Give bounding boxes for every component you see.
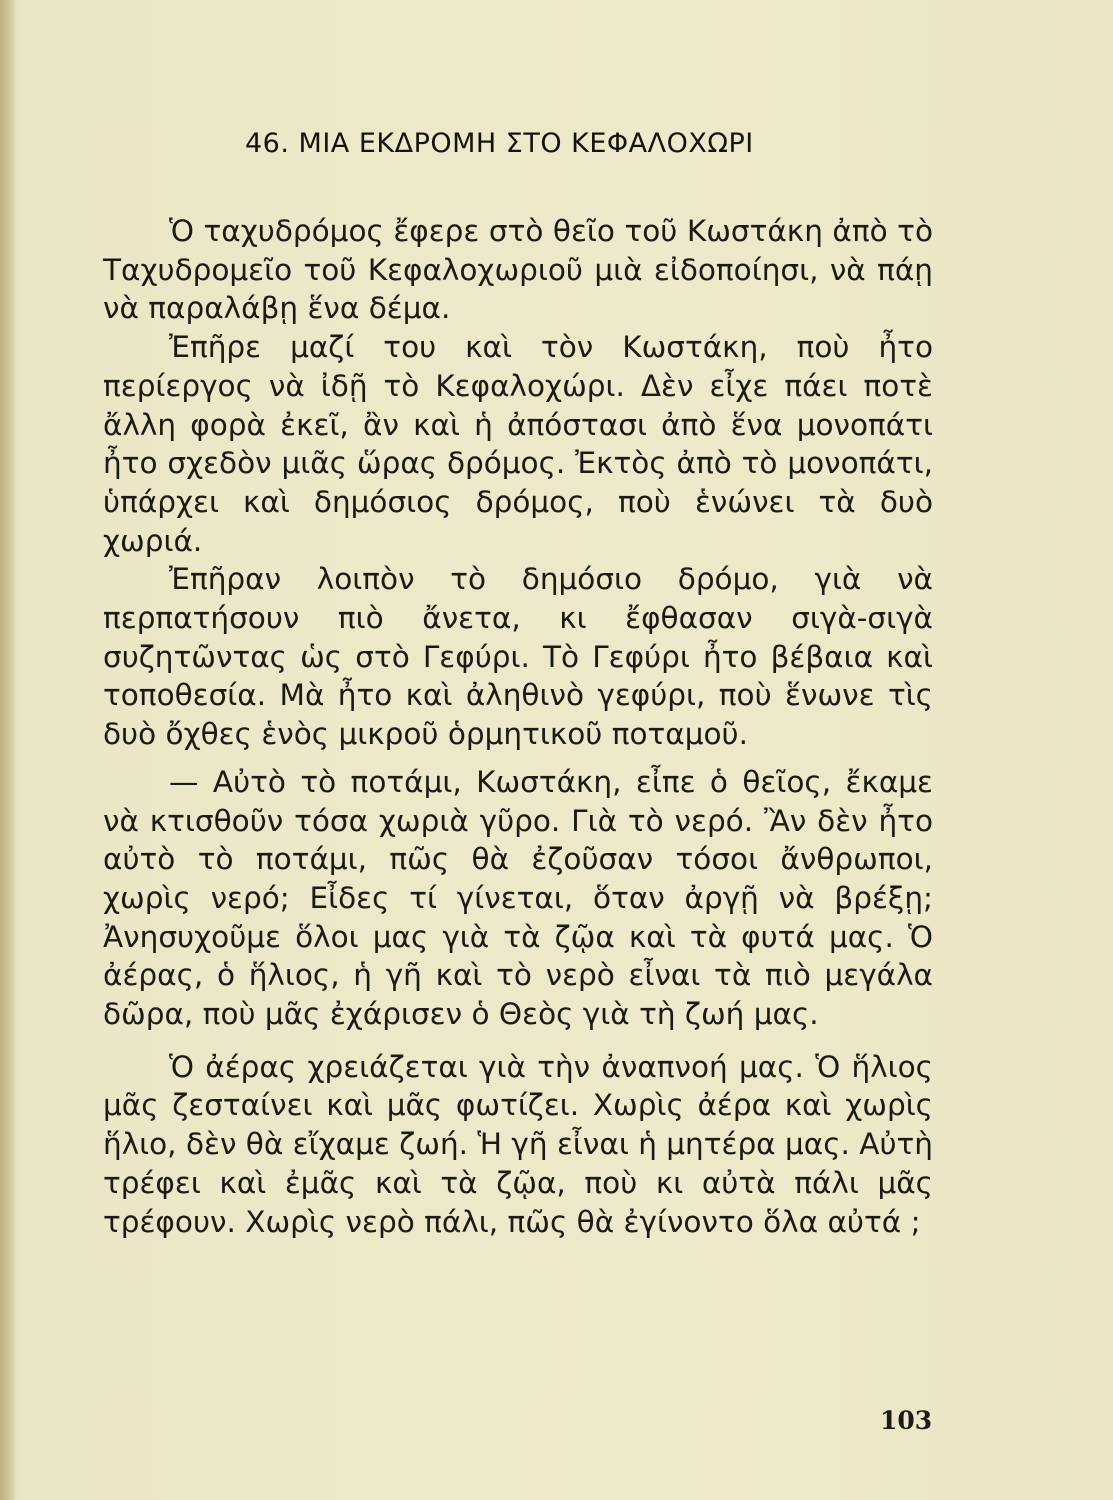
paragraph-3: Ἐπῆραν λοιπὸν τὸ δημόσιο δρόμο, γιὰ νὰ περπατήσουν πιὸ ἄνετα, κι ἔφθασαν σιγὰ-σιγὰ συζητῶντας ὡς στὸ Γεφύρι. Τὸ Γεφύρι ἦτο βέβαια καὶ τοποθεσία. Μὰ ἦτο καὶ ἀληθινὸ γεφύρι, ποὺ ἕνωνε τὶς δυὸ ὄχθες ἑνὸς μικροῦ ὁρμητικοῦ ποταμοῦ.	[103, 562, 933, 752]
paragraph-5: Ὁ ἀέρας χρειάζεται γιὰ τὴν ἀναπνοή μας. Ὁ ἥλιος μᾶς ζεσταίνει καὶ μᾶς φωτίζει. Χωρὶς ἀέρα καὶ χωρὶς ἥλιο, δὲν θὰ εἴχαμε ζωή. Ἡ γῆ εἶναι ἡ μητέρα μας. Αὐτὴ τρέφει καὶ ἐμᾶς καὶ τὰ ζῷα, ποὺ κι αὐτὰ πάλι μᾶς τρέφουν. Χωρὶς νερὸ πάλι, πῶς θὰ ἐγίνοντο ὅλα αὐτά ;	[103, 1049, 933, 1239]
chapter-title: 46. ΜΙΑ ΕΚΔΡΟΜΗ ΣΤΟ ΚΕΦΑΛΟΧΩΡΙ	[245, 128, 754, 159]
paragraph-4: — Αὐτὸ τὸ ποτάμι, Κωστάκη, εἶπε ὁ θεῖος, ἔκαμε νὰ κτισθοῦν τόσα χωριὰ γῦρο. Γιὰ τὸ νερό. Ἂν δὲν ἦτο αὐτὸ τὸ ποτάμι, πῶς θὰ ἐζοῦσαν τόσοι ἄνθρωποι, χωρὶς νερό; Εἶδες τί γίνεται, ὅταν ἀργῇ νὰ βρέξῃ; Ἀνησυχοῦμε ὅλοι μας γιὰ τὰ ζῷα καὶ τὰ φυτά μας. Ὁ ἀέρας, ὁ ἥλιος, ἡ γῆ καὶ τὸ νερὸ εἶναι τὰ πιὸ μεγάλα δῶρα, ποὺ μᾶς ἐχάρισεν ὁ Θεὸς γιὰ τὴ ζωή μας.	[103, 764, 933, 1032]
body-text	[103, 212, 933, 1241]
page-spine-shadow	[0, 0, 14, 1500]
page-number: 103	[880, 1406, 933, 1435]
paragraph-1: Ὁ ταχυδρόμος ἔφερε στὸ θεῖο τοῦ Κωστάκη ἀπὸ τὸ Ταχυδρομεῖο τοῦ Κεφαλοχωριοῦ μιὰ εἰδοποίησι, νὰ πάῃ νὰ παραλάβῃ ἕνα δέμα.	[103, 214, 933, 326]
paragraph-2: Ἐπῆρε μαζί του καὶ τὸν Κωστάκη, ποὺ ἦτο περίεργος νὰ ἰδῇ τὸ Κεφαλοχώρι. Δὲν εἶχε πάει ποτὲ ἄλλη φορὰ ἐκεῖ, ἂν καὶ ἡ ἀπόστασι ἀπὸ ἕνα μονοπάτι ἦτο σχεδὸν μιᾶς ὥρας δρόμος. Ἐκτὸς ἀπὸ τὸ μονοπάτι, ὑπάρχει καὶ δημόσιος δρόμος, ποὺ ἑνώνει τὰ δυὸ χωριά.	[103, 330, 933, 558]
